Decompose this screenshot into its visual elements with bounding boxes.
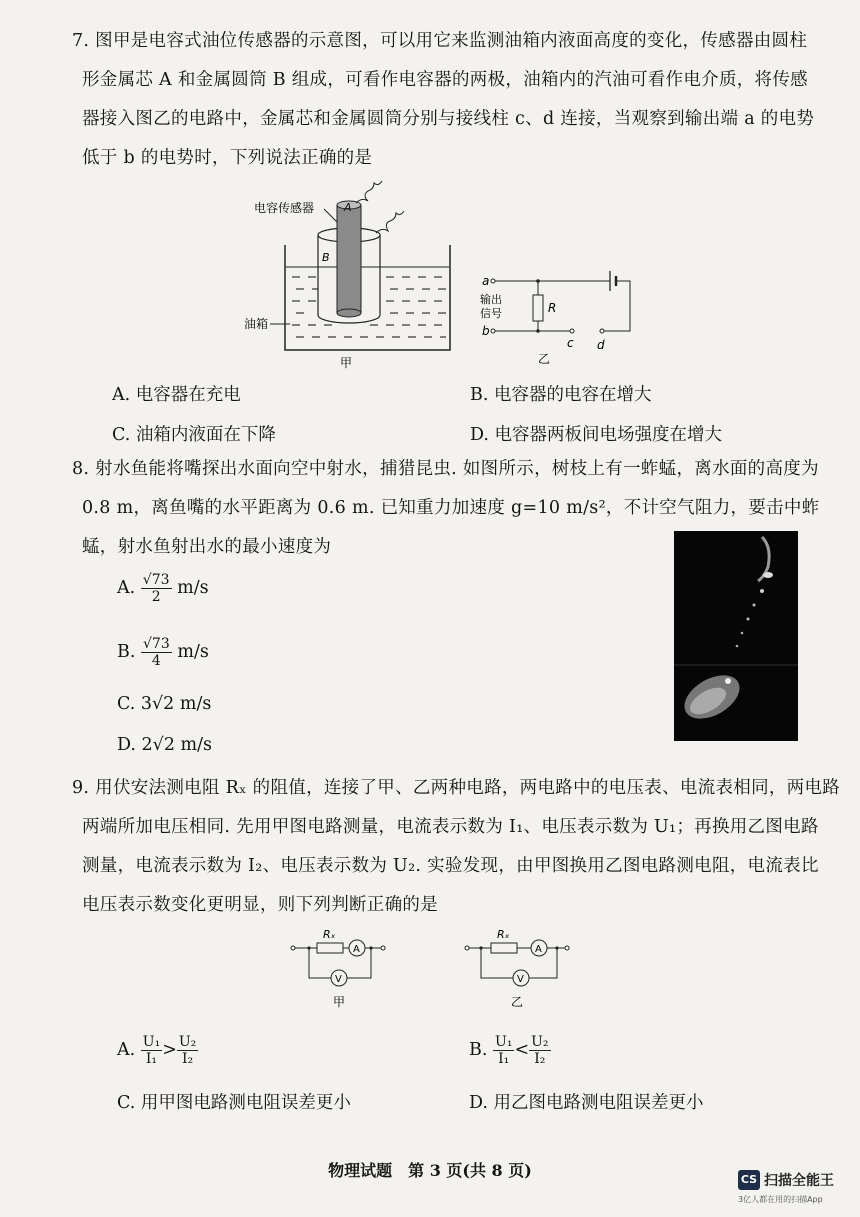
fraction: $\frac{\text{U₁}}{\text{I₁}}$ bbox=[142, 1034, 161, 1067]
fraction: $\frac{\text{U₂}}{\text{I₂}}$ bbox=[178, 1034, 197, 1067]
question-9-line: 两端所加电压相同. 先用甲图电路测量，电流表示数为 I₁、电压表示数为 U₁；再换用乙图电路 bbox=[82, 817, 819, 837]
question-7-line: 7. 图甲是电容式油位传感器的示意图，可以用它来监测油箱内液面高度的变化，传感器由圆柱 bbox=[72, 31, 808, 51]
question-9-line: 测量，电流表示数为 I₂、电压表示数为 U₂. 实验发现，由甲图换用乙图电路测电阻，电流表比 bbox=[82, 856, 819, 876]
terminal-a: a bbox=[482, 274, 490, 288]
caption-yi: 乙 bbox=[511, 995, 524, 1009]
question-7-line: 低于 b 的电势时，下列说法正确的是 bbox=[82, 148, 373, 168]
resistor-rx bbox=[317, 943, 343, 953]
q7-option-d[interactable]: D. 电容器两板间电场强度在增大 bbox=[470, 425, 723, 445]
label-b: B bbox=[322, 251, 330, 264]
output-label-2: 信号 bbox=[480, 307, 502, 320]
question-9-stem bbox=[72, 769, 841, 925]
label-rx: Rₓ bbox=[497, 928, 510, 941]
archer-fish-photo bbox=[674, 531, 798, 741]
question-8-line: 0.8 m，离鱼嘴的水平距离为 0.6 m. 已知重力加速度 g=10 m/s²，不计空气阻力，要击中蚱 bbox=[82, 498, 820, 518]
label-r: R bbox=[548, 301, 557, 315]
output-label-1: 输出 bbox=[480, 293, 502, 306]
archer-fish-image bbox=[674, 531, 798, 741]
caption-jia: 甲 bbox=[333, 995, 346, 1009]
scanner-watermark bbox=[738, 1168, 848, 1208]
core-a bbox=[337, 205, 361, 313]
question-9-line: 电压表示数变化更明显，则下列判断正确的是 bbox=[82, 895, 438, 915]
voltmeter-label: V bbox=[517, 974, 524, 985]
figure-q9-circuits bbox=[285, 920, 595, 1020]
q7-option-c[interactable]: C. 油箱内液面在下降 bbox=[112, 425, 276, 445]
watermark-tagline: 3亿人都在用的扫描App bbox=[738, 1195, 823, 1204]
label-a: A bbox=[344, 201, 352, 214]
q8-option-a[interactable]: A. $\frac{√73}{2}$ m/s bbox=[117, 572, 209, 605]
circuit-yi bbox=[465, 928, 569, 1009]
ammeter-label: A bbox=[535, 944, 542, 955]
q9-option-c[interactable]: C. 用甲图电路测电阻误差更小 bbox=[117, 1093, 351, 1113]
fraction: $\frac{√73}{4}$ bbox=[143, 636, 170, 669]
tank-label: 油箱 bbox=[244, 317, 269, 331]
terminal-b: b bbox=[482, 324, 490, 338]
voltmeter-label: V bbox=[335, 974, 342, 985]
cs-logo-icon: CS bbox=[738, 1170, 760, 1190]
page-footer: 物理试题 第 3 页(共 8 页) bbox=[328, 1161, 532, 1180]
terminal-c: c bbox=[567, 336, 574, 350]
q9-option-d[interactable]: D. 用乙图电路测电阻误差更小 bbox=[469, 1093, 704, 1113]
watermark-brand: 扫描全能王 bbox=[764, 1173, 834, 1189]
question-7-stem bbox=[72, 22, 815, 178]
question-8-line: 蜢，射水鱼射出水的最小速度为 bbox=[82, 537, 332, 557]
q9-option-b[interactable]: B. $\frac{\text{U₁}}{\text{I₁}}$ < $\frac{\text{U₂}}{\text{I₂}}$ bbox=[469, 1034, 549, 1067]
caption-yi: 乙 bbox=[538, 352, 551, 366]
fraction: $\frac{\text{U₁}}{\text{I₁}}$ bbox=[495, 1034, 513, 1067]
q7-option-a[interactable]: A. 电容器在充电 bbox=[112, 385, 241, 405]
ammeter-label: A bbox=[353, 944, 360, 955]
q8-option-b[interactable]: B. $\frac{√73}{4}$ m/s bbox=[117, 636, 209, 669]
question-9-line: 9. 用伏安法测电阻 Rₓ 的阻值，连接了甲、乙两种电路，两电路中的电压表、电流表相同，两电路 bbox=[72, 778, 841, 798]
question-7-line: 形金属芯 A 和金属圆筒 B 组成，可看作电容器的两极，油箱内的汽油可看作电介质，将传感 bbox=[82, 70, 808, 90]
figure-yi-circuit bbox=[470, 265, 650, 370]
label-rx: Rₓ bbox=[323, 928, 336, 941]
fraction: $\frac{√73}{2}$ bbox=[142, 572, 170, 605]
sensor-label: 电容传感器 bbox=[254, 201, 315, 215]
question-7-line: 器接入图乙的电路中，金属芯和金属圆筒分别与接线柱 c、d 连接，当观察到输出端 a 的电势 bbox=[82, 109, 815, 129]
terminal-d: d bbox=[597, 338, 605, 352]
caption-jia: 甲 bbox=[340, 356, 353, 370]
q8-option-d[interactable]: D. 2√2 m/s bbox=[117, 735, 212, 755]
q7-option-b[interactable]: B. 电容器的电容在增大 bbox=[470, 385, 652, 405]
question-8-line: 8. 射水鱼能将嘴探出水面向空中射水，捕猎昆虫. 如图所示，树枝上有一蚱蜢，离水面的高度为 bbox=[72, 459, 819, 479]
q9-option-a[interactable]: A. $\frac{\text{U₁}}{\text{I₁}}$ > $\frac{\text{U₂}}{\text{I₂}}$ bbox=[117, 1034, 197, 1067]
q8-option-c[interactable]: C. 3√2 m/s bbox=[117, 694, 212, 714]
circuit-jia bbox=[291, 928, 385, 1009]
figure-jia-oil-tank bbox=[240, 175, 460, 375]
resistor-rx bbox=[491, 943, 517, 953]
fraction: $\frac{\text{U₂}}{\text{I₂}}$ bbox=[531, 1034, 549, 1067]
resistor-r bbox=[533, 295, 543, 321]
